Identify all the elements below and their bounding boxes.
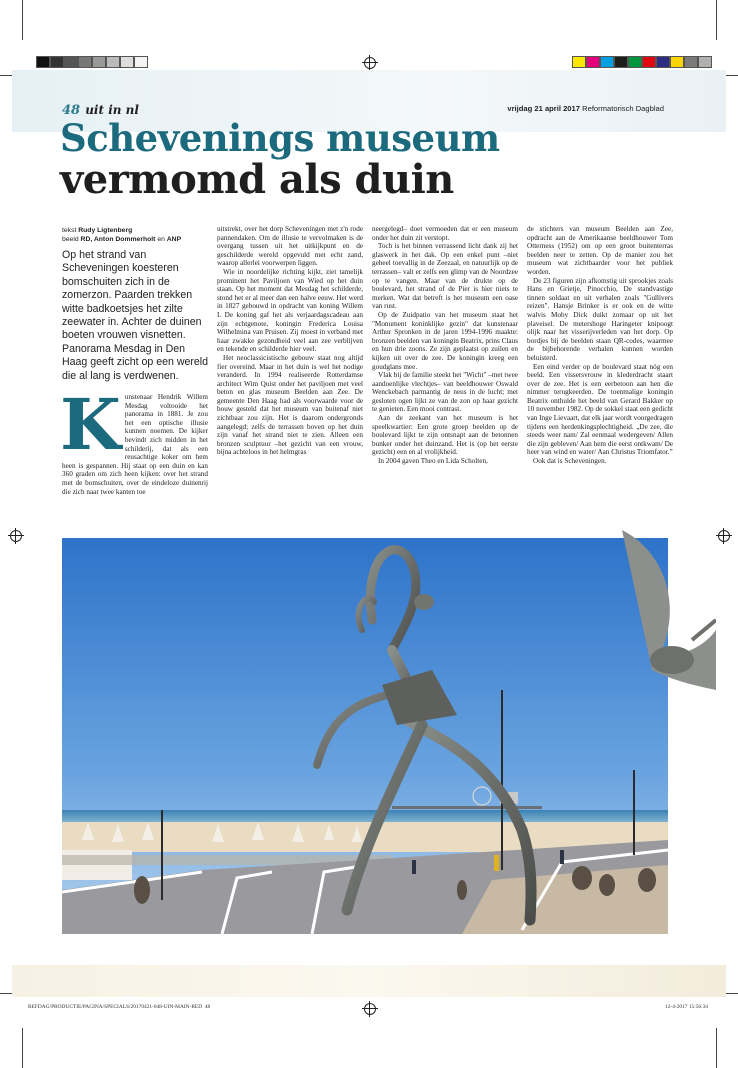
paragraph: Toch is het binnen verrassend licht dank zij het glaswerk in het dak. Op een enkel punt –niet geheel toevallig in de Zeezaal, en natuurlijk op de terrassen– valt er zelfs een glimp van de Noordzee op te vangen. Maar van de drukte op de boulevard, het strand of de Pier is hier niets te merken. Wat dat betreft is het museum een oase van rust. bbox=[372, 242, 518, 311]
paragraph: de stichters van museum Beelden aan Zee, opdracht aan de Amerikaanse beeldhouwer Tom Otterness (1952) om op een groot buitenterras beelden neer te zetten. Op de manier zou het museum wat zichtbaarder voor het publiek worden. bbox=[527, 225, 673, 276]
gray-swatch bbox=[78, 56, 92, 68]
crop-mark bbox=[22, 1028, 23, 1068]
article-column-1 bbox=[60, 383, 208, 496]
scheveningen-boulevard-photo bbox=[62, 510, 716, 934]
sculpture-head bbox=[414, 594, 434, 610]
crop-mark bbox=[22, 0, 23, 40]
section-name: uit in nl bbox=[85, 103, 139, 117]
paragraph: Aan de zeekant van het museum is het speelkwartier: Een grote groep beelden op de boulevard lijkt te zijn ontsnapt aan de betonnen bunker onder het duinzand. Het is (op het eerste gezicht) een en al vrolijkheid. bbox=[372, 414, 518, 457]
column-1-text: unstenaar Hendrik Willem Mesdag voltooide het panorama in 1881. Je zou het een optische illusie kunnen noemen. De kijker bevindt zich midden in het schilderij, dat als een reusachtige koker om hem heen is gespannen. Hij staat op een duin en kan 360 graden om zich heen kijken: over het strand met de bomschuiten, over de eindeloze duinenrij die zich naar twee kanten toe bbox=[62, 393, 208, 496]
headline-line2: vermomd als duin bbox=[60, 156, 454, 203]
color-swatch bbox=[572, 56, 586, 68]
credit-and: en bbox=[157, 236, 165, 243]
gray-swatch bbox=[36, 56, 50, 68]
print-slug bbox=[28, 1004, 210, 1010]
paragraph: Een eind verder op de boulevard staat nóg een beeld. Een vissersvrouw in klederdracht staart over de zee. Het is een eerbetoon aan hen die nimmer terugkeerden. De toenmalige koningin Beatrix onthulde het beeld van Gerard Bakker op 10 november 1982. Op de sokkel staat een gedicht van Inge Lievaart, dat elk jaar wordt voorgedragen tijdens een herdenkingsplechtigheid. „De zee, die steeds weer nam/ Zal eenmaal wedergeven/ Allen die zijn gebleven/ Aan hem die eerst ontkwam/ De heer van wind en water/ Aan Christus Triomfator.” bbox=[527, 362, 673, 457]
footer-background-band bbox=[12, 965, 726, 997]
photo-agency: ANP bbox=[166, 236, 182, 243]
paragraph: Op de Zuidpatio van het museum staat het "Monument koninklijke gezin" dat kunstenaar Arthur Spronken in de jaren 1994-1996 maakte: bronzen beelden van koningin Beatrix, prins Claus en hun drie zoons. Ze zijn geplaatst op zuilen en kijken uit over de zee. De koningin kreeg een goudglans mee. bbox=[372, 310, 518, 371]
process-color-bar bbox=[572, 56, 712, 68]
color-swatch bbox=[684, 56, 698, 68]
color-swatch bbox=[642, 56, 656, 68]
paragraph: Wie in noordelijke richting kijkt, ziet tamelijk prominent het Paviljoen van Wied op het duin staan. Op het moment dat Mesdag het schilderde, stond het er al meer dan een halve eeuw. Het werd in 1827 gebouwd in opdracht van koning Willem I. De koning gaf het als verjaardagscadeau aan zijn echtgenote, koningin Frederica Louisa Wilhelmina van Pruisen. Zij moest in verband met haar zwakke gezondheid veel aan zee verblijven en tekende en schilderde hier veel. bbox=[217, 267, 363, 354]
registration-mark-top bbox=[364, 57, 376, 69]
drop-cap: K bbox=[60, 383, 121, 466]
issue-date: vrijdag 21 april 2017 bbox=[507, 104, 580, 113]
article-column-4 bbox=[527, 225, 673, 466]
page-number: 48 bbox=[62, 103, 81, 118]
gray-swatch bbox=[50, 56, 64, 68]
article-column-2 bbox=[217, 225, 363, 457]
gray-swatch bbox=[120, 56, 134, 68]
byline bbox=[62, 226, 207, 244]
paragraph: Het neoclassicistische gebouw staat nog altijd fier overeind. Maar in het duin is wel het nodige veranderd. In 1994 realiseerde Rotterdamse architect Wim Quist onder het paviljoen met veel beton en glas museum Beelden aan Zee. De gemeente Den Haag had als voorwaarde voor de bouw gesteld dat het museum van buitenaf niet zichtbaar zou zijn. Het is daarom ondergronds aangelegd; zelfs de terrassen boven op het duin zijn vanaf het strand niet te zien. Alleen een bronzen sculptuur –het gezicht van een vrouw, bijna achteloos in het helmgras bbox=[217, 353, 363, 457]
article-column-3 bbox=[372, 225, 518, 466]
paragraph: De 23 figuren zijn afkomstig uit sprookjes zoals Hans en Grietje, Pinocchio, De standvastige tinnen soldaat en uit verhalen zoals "Gullivers reizen". Hansje Brinker is er ook en de witte walvis Moby Dick duikt zomaar op uit het plaveisel. De metershoge Haringeter knipoogt olijk naar het visserijverleden van het dorp. Op bordjes bij de beelden staan QR-codes, waarmee de bijbehorende verhalen kunnen worden beluisterd. bbox=[527, 276, 673, 362]
crop-mark bbox=[716, 0, 717, 40]
color-swatch bbox=[698, 56, 712, 68]
paragraph: uitstrekt, over het dorp Scheveningen met z'n rode pannendaken. Om de illusie te vervolmaken is de overgang tussen uit het uitkijkpunt en de geschilderde wereld opgevuld met echt zand, waarop allerlei voorwerpen liggen. bbox=[217, 225, 363, 268]
color-swatch bbox=[600, 56, 614, 68]
color-swatch bbox=[628, 56, 642, 68]
dateline bbox=[507, 104, 664, 113]
article-lede: Op het strand van Scheveningen koesteren bomschuiten zich in de zomerzon. Paarden trekken witte badkoetsjes het zilte zeewater in. Achter de duinen boeten vrouwen visnetten. Panorama Mesdag in Den Haag geeft zicht op een wereld die al lang is verdwenen. bbox=[62, 249, 209, 382]
paragraph: Ook dat is Scheveningen. bbox=[533, 457, 607, 466]
color-swatch bbox=[656, 56, 670, 68]
gray-swatch bbox=[106, 56, 120, 68]
color-swatch bbox=[670, 56, 684, 68]
crop-mark bbox=[716, 1028, 717, 1068]
registration-mark-right bbox=[718, 530, 730, 542]
print-timestamp: 12-4-2017 15:56:34 bbox=[665, 1004, 708, 1010]
gray-swatch bbox=[134, 56, 148, 68]
photographer-names: RD, Anton Dommerholt bbox=[80, 236, 156, 243]
author-name: Rudy Ligtenberg bbox=[78, 227, 133, 234]
file-path: REFDAG/PRODUCTIE/PAGINA/SPECIALS/20170421-048-UIN-MAIN-RED bbox=[28, 1004, 203, 1010]
registration-mark-left bbox=[10, 530, 22, 542]
sea bbox=[62, 810, 668, 822]
color-swatch bbox=[614, 56, 628, 68]
gray-swatch bbox=[92, 56, 106, 68]
color-swatch bbox=[586, 56, 600, 68]
headline-line1: Schevenings museum bbox=[60, 116, 500, 160]
credit-label-text: tekst bbox=[62, 227, 77, 234]
paragraph: neergelegd– doet vermoeden dat er een museum onder het duin zit verstopt. bbox=[372, 225, 518, 242]
newspaper-name: Reformatorisch Dagblad bbox=[582, 104, 664, 113]
footer-page-number: 48 bbox=[204, 1004, 211, 1010]
paragraph: In 2004 gaven Theo en Lida Scholten, bbox=[378, 457, 488, 466]
grayscale-bar bbox=[36, 56, 148, 68]
paragraph: Vlak bij de familie steekt het "Wicht" –met twee aandoenlijke vlechtjes– van beeldhouwer Oswald Wenckebach parmantig de neus in de lucht; met gesloten ogen lijkt ze van de zon op haar gezicht te genieten. Een mooi contrast. bbox=[372, 371, 518, 414]
credit-label-image: beeld bbox=[62, 236, 79, 243]
registration-mark-bottom bbox=[364, 1003, 376, 1015]
gray-swatch bbox=[64, 56, 78, 68]
